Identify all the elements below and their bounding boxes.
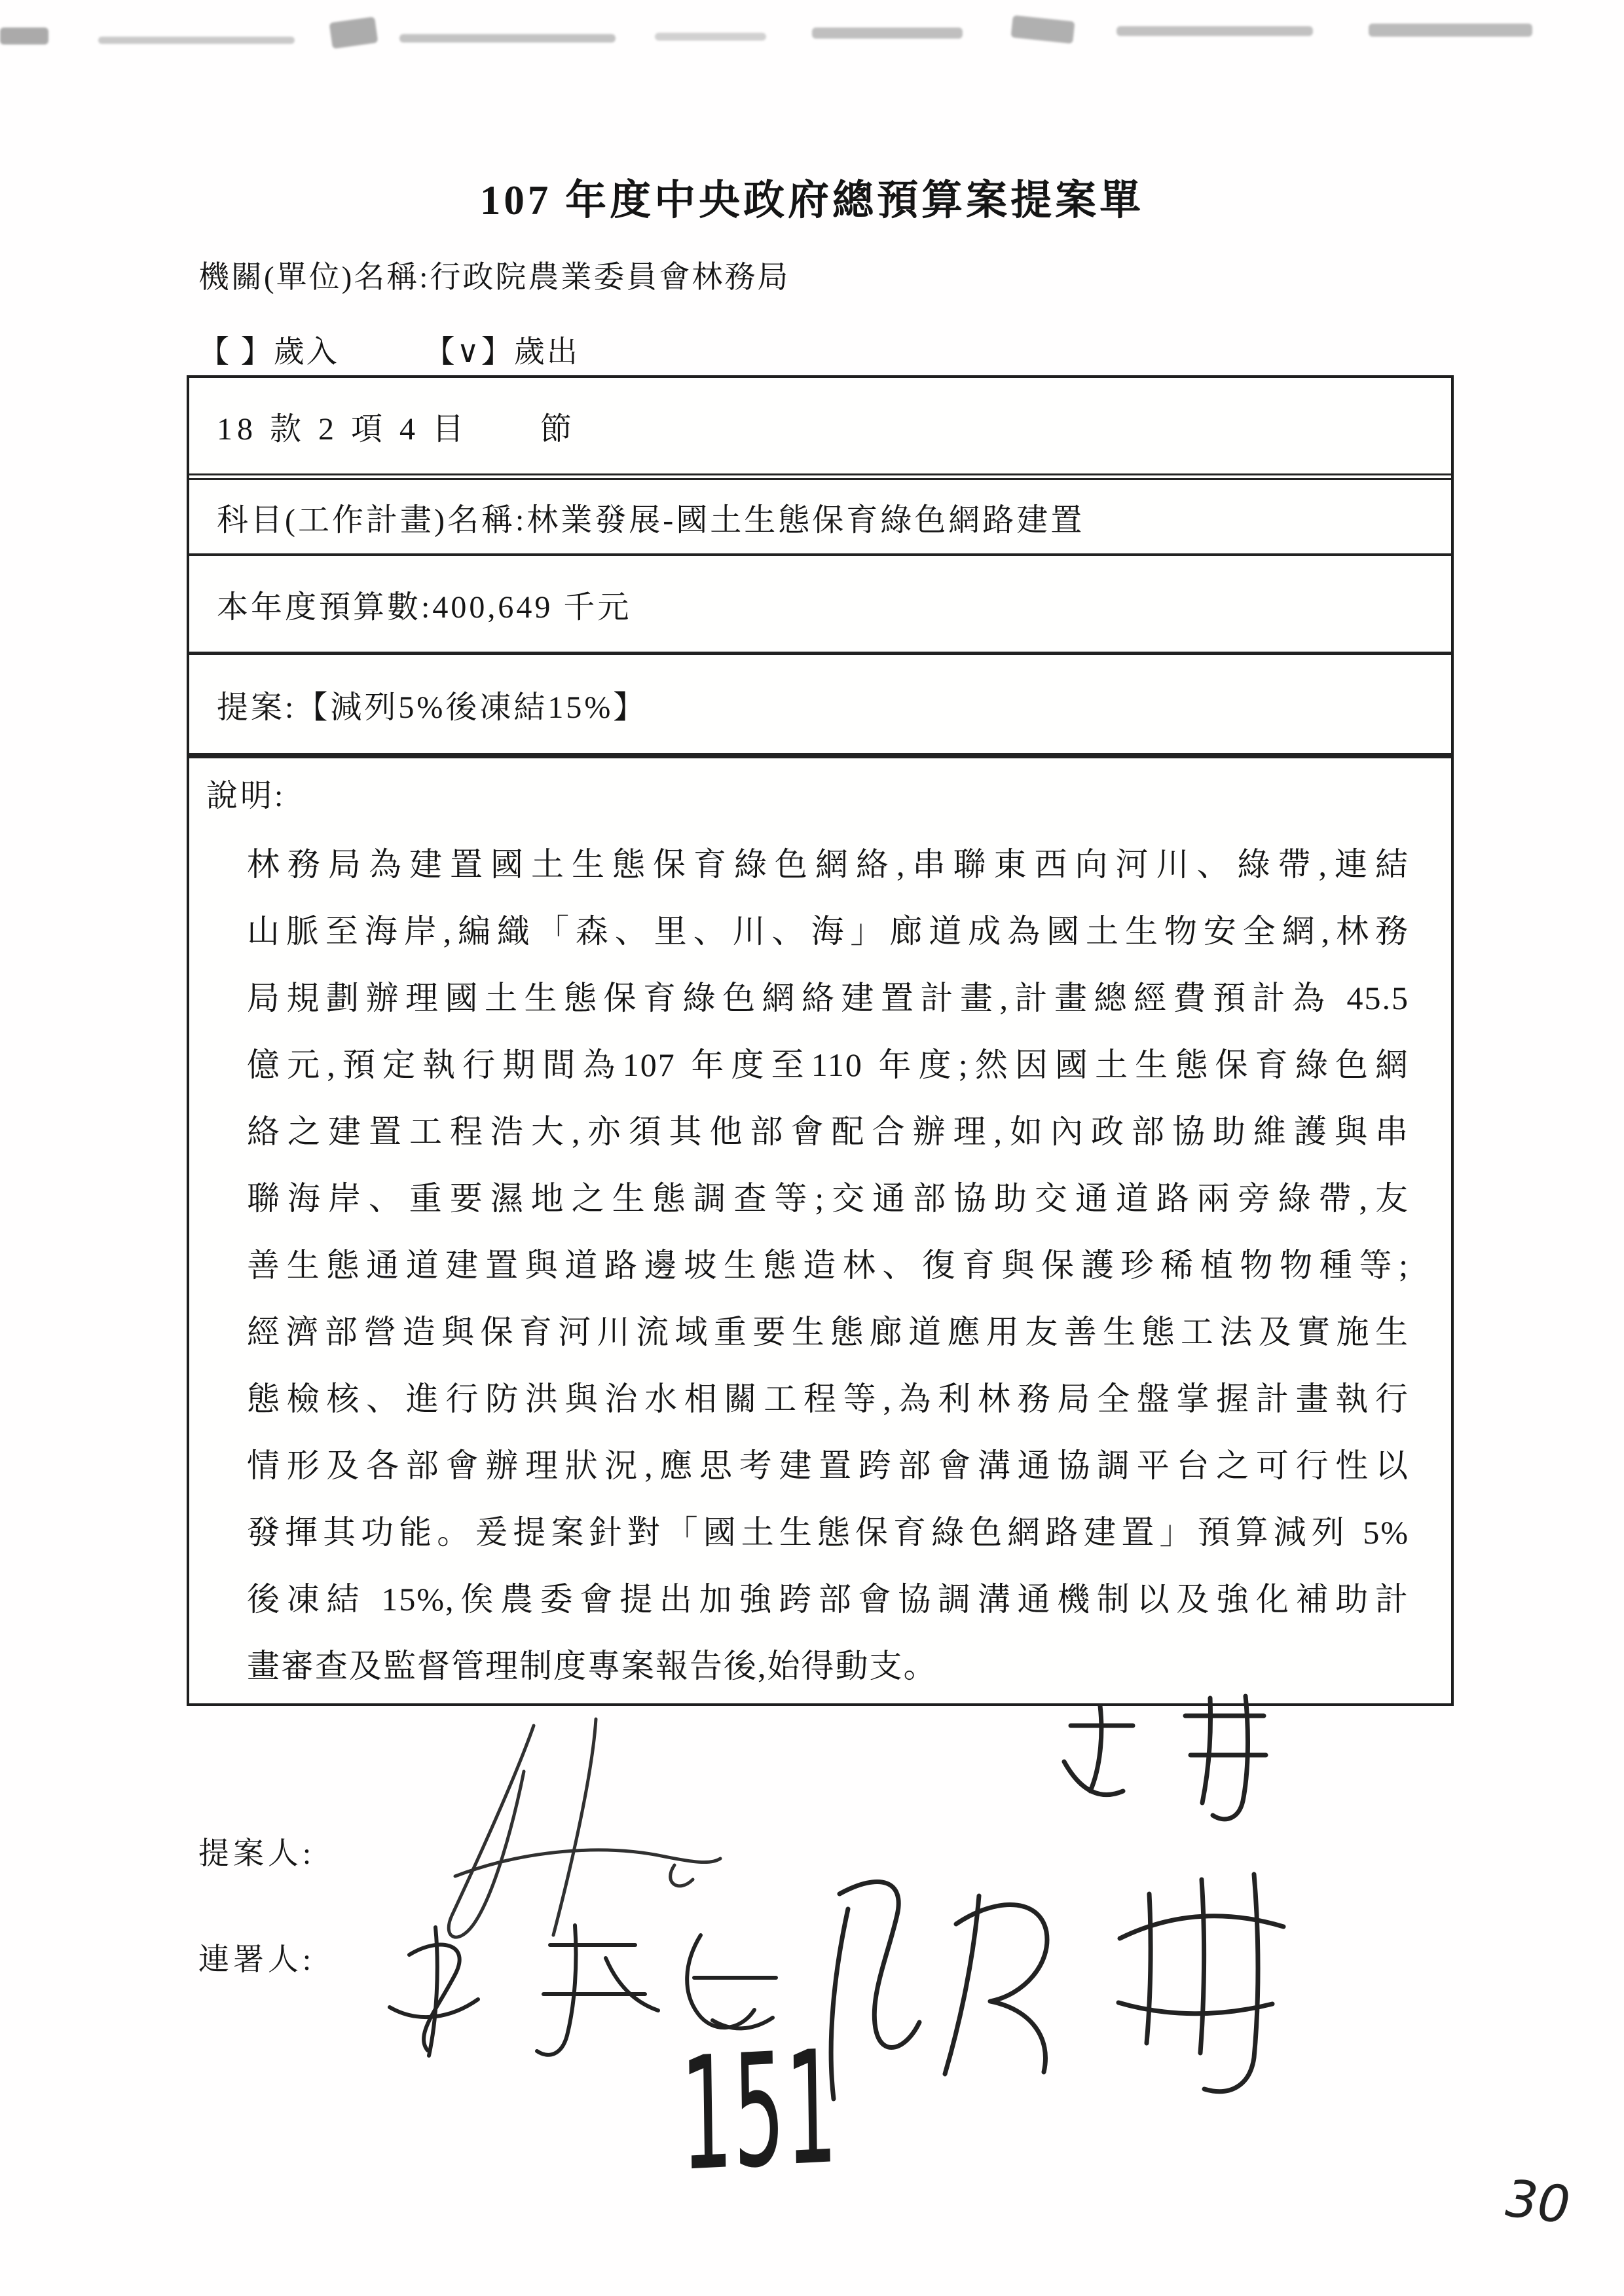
row-proposal [189,652,1451,753]
cosigner-label: 連署人: [198,1943,316,1977]
description-label: 說明: [206,779,286,813]
row-description [189,753,1451,1698]
scan-artifact [1116,26,1313,36]
description-line: 絡之建置工程浩大,亦須其他部會配合辦理,如內政部協助維護與串 [247,1113,1409,1150]
proposer-label: 提案人: [198,1837,316,1871]
page-title: 107 年度中央政府總預算案提案單 [479,177,1145,224]
description-line: 山脈至海岸,編織「森、里、川、海」廊道成為國土生物安全網,林務 [247,913,1409,950]
description-line: 發揮其功能。爰提案針對「國土生態保育綠色網路建置」預算減列 5% [247,1514,1409,1551]
cosigner-signature-upper [1035,1686,1297,1837]
handwritten-page-number: 30 [1497,2170,1578,2235]
budget-form-table [187,375,1454,1706]
scan-artifact [1010,15,1075,44]
cosigner-signature-right [799,1853,1336,2128]
proposal-text: 提案:【減列5%後凍結15%】 [217,690,648,725]
description-line: 情形及各部會辦理狀況,應思考建置跨部會溝通協調平台之可行性以 [247,1447,1409,1484]
description-line: 聯海岸、重要濕地之生態調查等;交通部協助交通道路兩旁綠帶,友 [247,1180,1409,1217]
scan-artifact [812,28,963,39]
description-line: 局規劃辦理國土生態保育綠色網絡建置計畫,計畫總經費預計為 45.5 [247,980,1409,1016]
scan-artifact [0,28,48,45]
description-line: 後凍結 15%,俟農委會提出加強跨部會協調溝通機制以及強化補助計 [247,1581,1409,1618]
row-budget-code [189,378,1451,473]
budget-code-text: 18 款 2 項 4 目 節 [217,411,577,447]
subject-text: 科目(工作計畫)名稱:林業發展-國土生態保育綠色網路建置 [217,502,1085,538]
scan-artifact [98,37,295,44]
budget-amount-text: 本年度預算數:400,649 千元 [217,589,632,625]
description-line: 經濟部營造與保育河川流域重要生態廊道應用友善生態工法及實施生 [247,1314,1409,1350]
description-line: 億元,預定執行期間為107 年度至110 年度;然因國土生態保育綠色網 [247,1046,1409,1083]
scan-artifact [329,16,378,48]
budget-type-line [198,327,580,371]
description-line: 態檢核、進行防洪與治水相關工程等,為利林務局全盤掌握計畫執行 [247,1380,1409,1417]
description-paragraph [247,831,1409,1699]
description-line: 善生態通道建置與道路邊坡生態造林、復育與保護珍稀植物物種等; [247,1247,1409,1284]
row-budget-amount [189,553,1451,652]
scan-artifact [399,34,616,43]
description-line: 林務局為建置國土生態保育綠色網絡,串聯東西向河川、綠帶,連結 [247,846,1409,883]
agency-name-line: 機關(單位)名稱:行政院農業委員會林務局 [198,261,790,295]
description-line: 畫審查及監督管理制度專案報告後,始得動支。 [247,1648,938,1684]
scan-artifact [655,33,766,41]
expenditure-option-checked: 【∨】歲出 [424,335,580,369]
scan-artifact [1369,24,1532,37]
row-subject [189,473,1451,553]
handwritten-tally-number: 151 [680,2016,840,2206]
revenue-option: 【 】歲入 [198,335,339,369]
